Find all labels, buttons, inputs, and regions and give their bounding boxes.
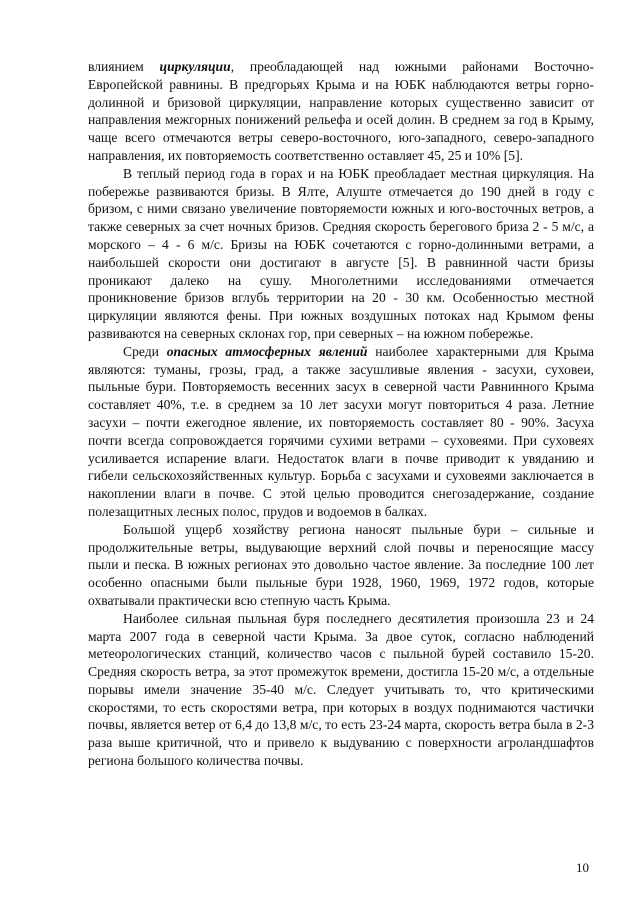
text-run: В теплый период года в горах и на ЮБК преобладает местная циркуляция. На побережье развиваются бризы. В Ялте, Алуште отмечается до 190 дней в году с бризом, с ними связано увеличение повторяемости южных и юго-восточных ветров, а также северных за счет ночных бризов. Средняя скорость берегового бриза 2 - 5 м/с, а морского – 4 - 6 м/с. Бризы на ЮБК сочетаются с горно-долинными ветрами, а наибольшей скорости они достигают в августе [5]. В равнинной части бризы проникают далеко на сушу. Многолетними исследованиями отмечается проникновение бризов вглубь территории на 20 - 30 км. Особенностью местной циркуляции являются фены. При южных воздушных потоках над Крымом фены развиваются на северных склонах гор, при северных – на южном побережье.	[88, 165, 594, 341]
text-run: , преобладающей над южными районами Восточно-Европейской равнины. В предгорьях Крыма и на ЮБК наблюдаются ветры горно-долинной и бризовой циркуляции, направление которых существенно зависит от направления межгорных понижений рельефа и осей долин. В среднем за год в Крыму, чаще всего отмечаются ветры северо-восточного, юго-западного, северо-западного направления, их повторяемость соответственно оставляет 45, 25 и 10% [5].	[88, 59, 594, 163]
paragraph-hazardous-phenomena	[88, 343, 594, 521]
emphasis-hazardous-phenomena: опасных атмосферных явлений	[166, 343, 368, 359]
text-run: Среди	[123, 343, 167, 359]
paragraph-local-circulation	[88, 165, 594, 343]
paragraph-dust-storm-2007	[88, 610, 594, 770]
text-run: влиянием	[88, 59, 160, 74]
page-number: 10	[576, 860, 589, 875]
paragraph-dust-storms	[88, 521, 594, 610]
text-run: Наиболее сильная пыльная буря последнего десятилетия произошла 23 и 24 марта 2007 года в северной части Крыма. За двое суток, согласно наблюдений метеорологических станций, количество часов с пыльной бурей составило 15-20. Средняя скорость ветра, за этот промежуток времени, достигла 15-20 м/с, а отдельные порывы имели значение 35-40 м/с. Следует учитывать то, что критическими скоростями, то есть скоростями ветра, при которых в воздух поднимаются частички почвы, является ветер от 6,4 до 13,8 м/с, то есть 23-24 марта, скорость ветра была в 2-3 раза выше критичной, что и привело к выдуванию с поверхности агроландшафтов региона большого количества почвы.	[88, 610, 594, 769]
emphasis-circulation: циркуляции	[159, 59, 231, 74]
text-run: наиболее характерными для Крыма являются: туманы, грозы, град, а также засушливые явления - засухи, суховеи, пыльные бури. Повторяемость весенних засух в северной части Равнинного Крыма составляет 40%, т.е. в среднем за 10 лет засухи могут повториться 4 раза. Летние засухи – почти ежегодное явление, их повторяемость составляет 80 - 90%. Засуха почти всегда сопровождается горячими сухими ветрами – суховеями. При суховеях усиливается испарение влаги. Недостаток влаги в почве приводит к увяданию и гибели сельскохозяйственных культур. Борьба с засухами и суховеями заключается в накоплении влаги в почве. С этой целью проводится снегозадержание, создание полезащитных лесных полос, прудов и водоемов в балках.	[88, 343, 594, 519]
document-body	[88, 58, 594, 770]
paragraph-circulation-continuation	[88, 58, 594, 165]
text-run: Большой ущерб хозяйству региона наносят пыльные бури – сильные и продолжительные ветры, выдувающие верхний слой почвы и переносящие массу пыли и песка. В южных регионах это довольно частое явление. За последние 100 лет особенно опасными были пыльные бури 1928, 1960, 1969, 1972 годов, которые охватывали практически всю степную часть Крыма.	[88, 521, 594, 608]
